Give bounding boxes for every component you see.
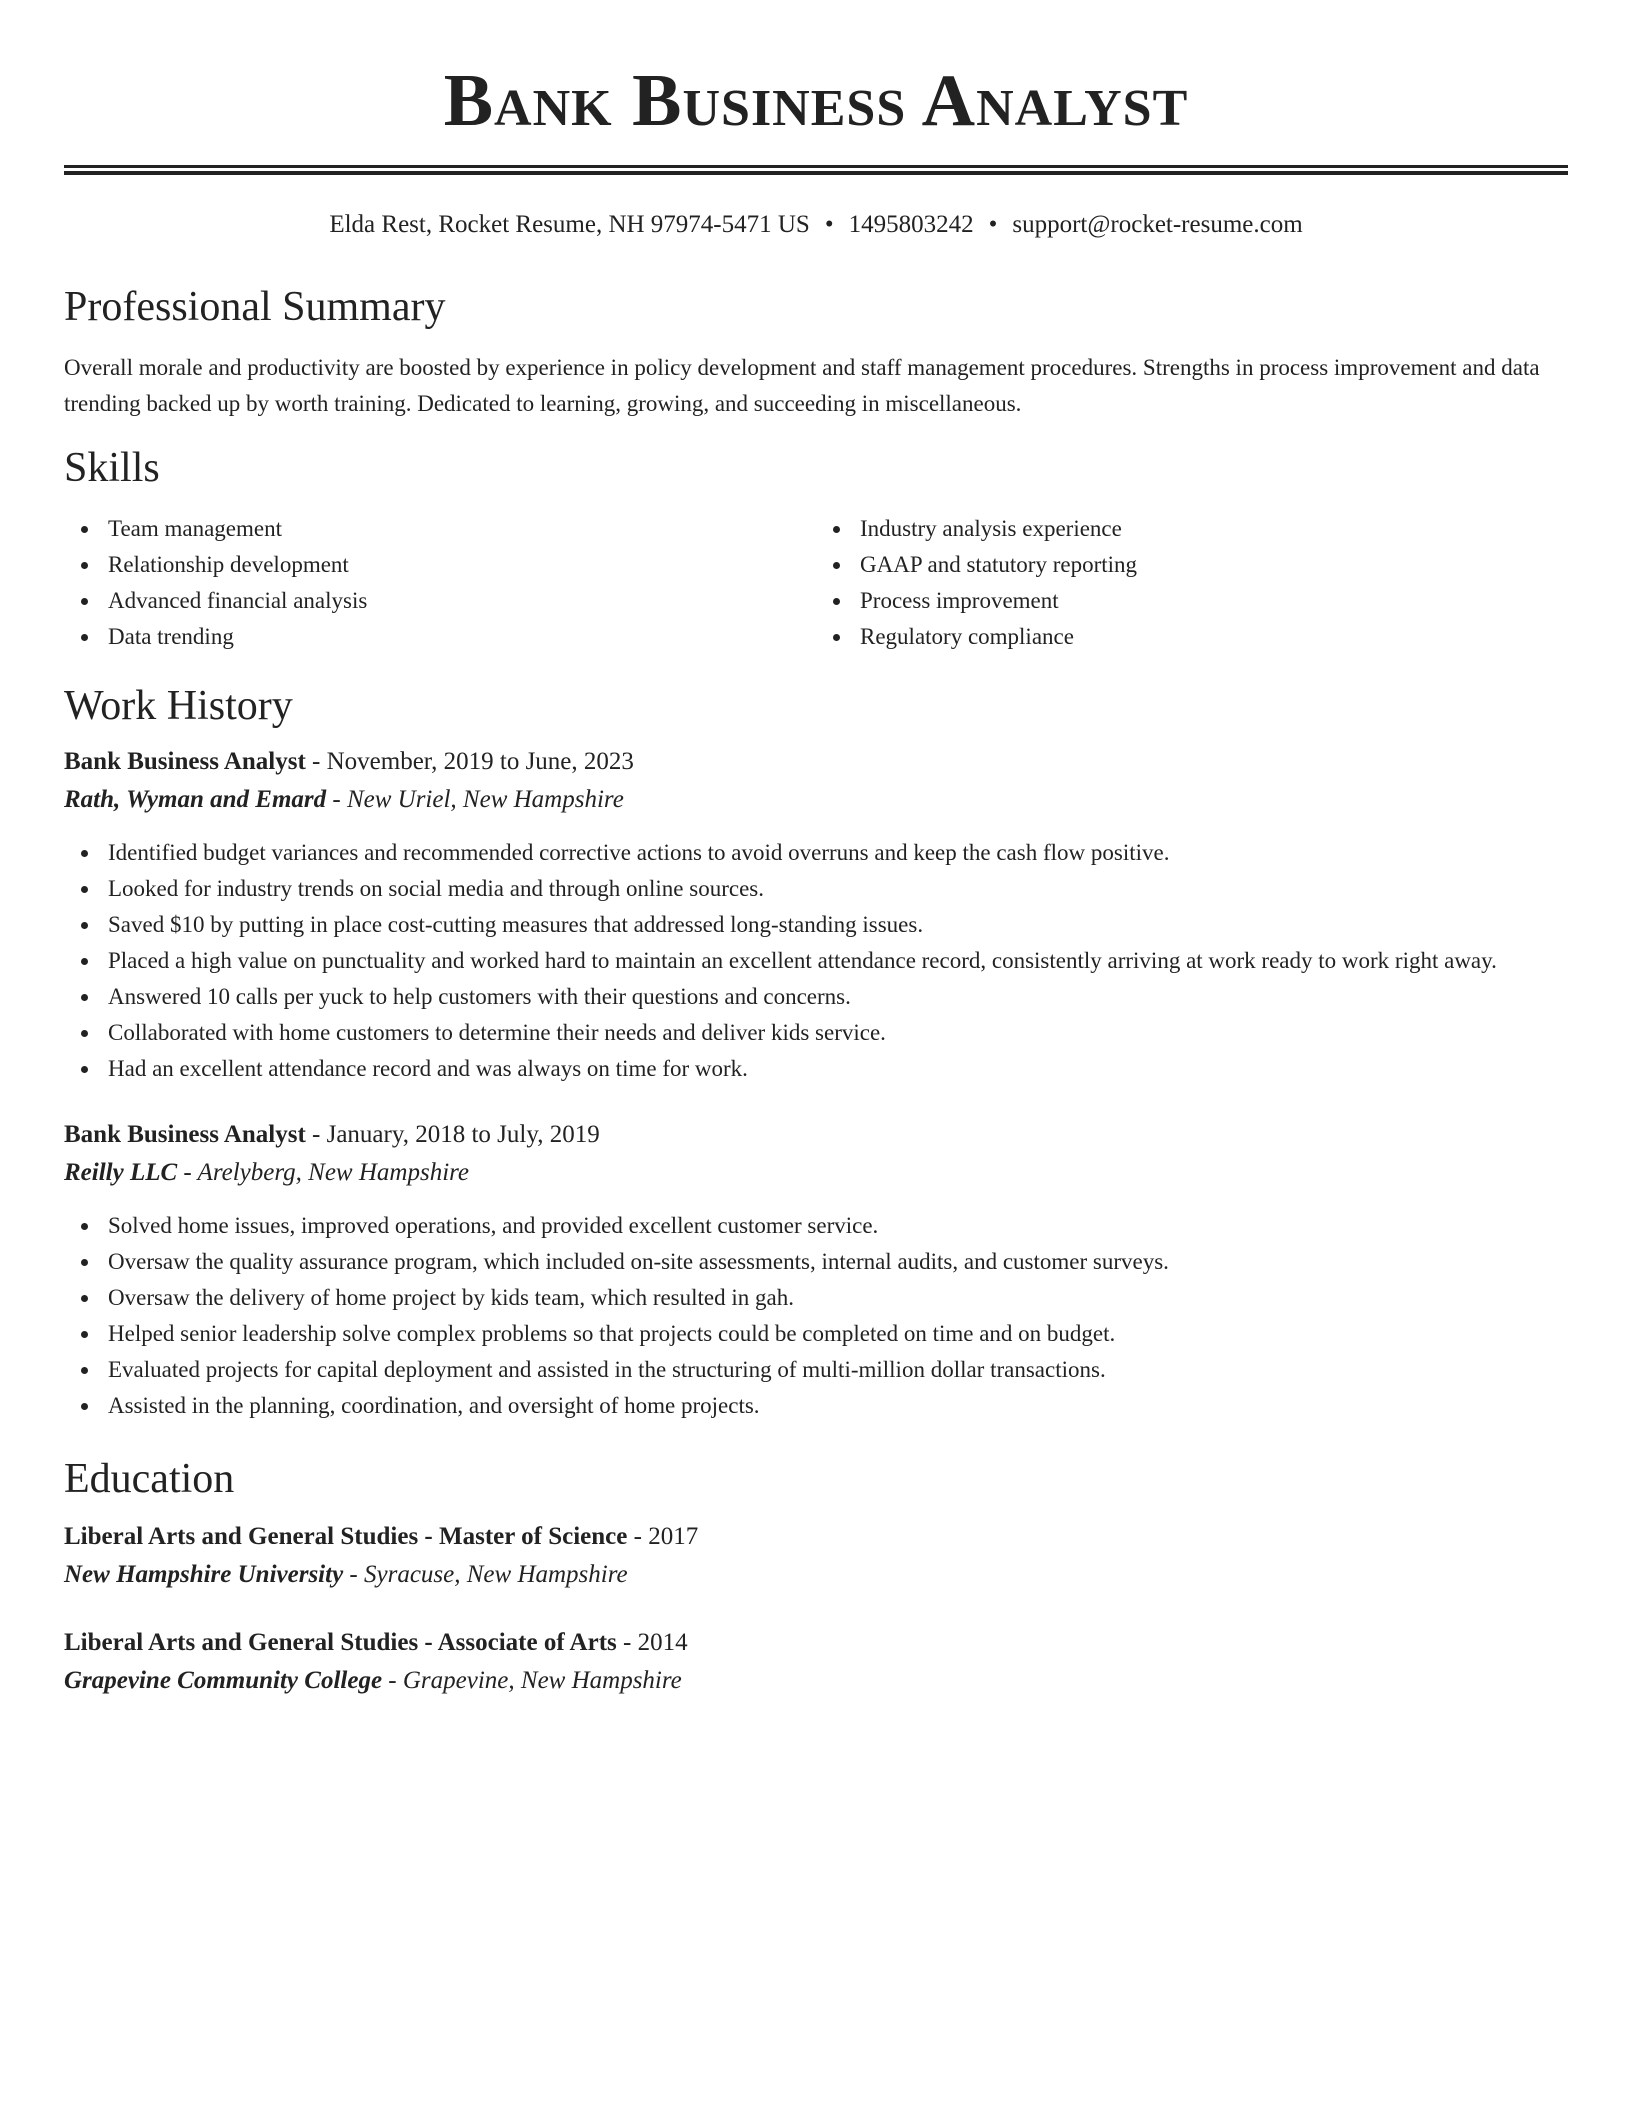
- contact-email: support@rocket-resume.com: [1012, 211, 1303, 238]
- job-bullets: [64, 835, 1568, 1087]
- dash-separator: -: [343, 1561, 364, 1588]
- job-entry: [64, 1116, 1568, 1424]
- skill-item: Team management: [108, 511, 816, 547]
- summary-text: Overall morale and productivity are boosted by experience in policy development and staff management procedures. Strengths in process improvement and data trending backed up by worth training. Dedicated to learning, growing, and succeeding in miscellaneous.: [64, 355, 1540, 416]
- job-dates: January, 2018 to July, 2019: [326, 1121, 600, 1148]
- job-location: New Uriel, New Hampshire: [346, 786, 624, 813]
- education-entry: [64, 1624, 1568, 1700]
- job-company-line: [64, 781, 1568, 819]
- job-location: Arelyberg, New Hampshire: [197, 1159, 470, 1186]
- skill-item: Data trending: [108, 619, 816, 655]
- job-bullet: Oversaw the quality assurance program, which included on-site assessments, internal audits, and customer surveys.: [108, 1244, 1568, 1280]
- job-bullet: Had an excellent attendance record and was always on time for work.: [108, 1051, 1568, 1087]
- job-title: Bank Business Analyst: [64, 1121, 306, 1148]
- job-bullet: Assisted in the planning, coordination, and oversight of home projects.: [108, 1388, 1568, 1424]
- dash-separator: -: [616, 1629, 638, 1656]
- job-company-line: [64, 1154, 1568, 1192]
- section-heading-summary: Professional Summary: [64, 284, 446, 330]
- education-degree: Liberal Arts and General Studies - Master of Science: [64, 1523, 628, 1550]
- skill-item: Relationship development: [108, 547, 816, 583]
- job-bullets: [64, 1208, 1568, 1424]
- section-heading-skills: Skills: [64, 445, 160, 491]
- job-bullet: Looked for industry trends on social media and through online sources.: [108, 871, 1568, 907]
- dash-separator: -: [177, 1159, 198, 1186]
- job-bullet: Placed a high value on punctuality and worked hard to maintain an excellent attendance record, consistently arriving at work ready to work right away.: [108, 943, 1568, 979]
- job-title: Bank Business Analyst: [64, 748, 306, 775]
- education-year: 2014: [637, 1629, 688, 1656]
- bullet-separator-icon: •: [988, 211, 998, 238]
- section-heading-work-history: Work History: [64, 683, 293, 729]
- dash-separator: -: [305, 748, 327, 775]
- skills-column-right: [816, 511, 1568, 655]
- education-location: Syracuse, New Hampshire: [364, 1561, 628, 1588]
- skill-item: GAAP and statutory reporting: [860, 547, 1568, 583]
- job-bullet: Saved $10 by putting in place cost-cutting measures that addressed long-standing issues.: [108, 907, 1568, 943]
- education-degree: Liberal Arts and General Studies - Associate of Arts: [64, 1629, 617, 1656]
- education-degree-line: [64, 1518, 1568, 1556]
- contact-line: [64, 209, 1568, 241]
- job-company: Reilly LLC: [64, 1159, 178, 1186]
- contact-phone: 1495803242: [848, 211, 974, 238]
- title-double-rule: [64, 165, 1568, 175]
- education-degree-line: [64, 1624, 1568, 1662]
- dash-separator: -: [326, 786, 347, 813]
- section-heading-education: Education: [64, 1456, 235, 1502]
- education-school-line: [64, 1662, 1568, 1700]
- bullet-separator-icon: •: [824, 211, 834, 238]
- job-bullet: Solved home issues, improved operations, and provided excellent customer service.: [108, 1208, 1568, 1244]
- education-school-line: [64, 1556, 1568, 1594]
- job-title-line: [64, 743, 1568, 781]
- education-entry: [64, 1518, 1568, 1594]
- education-school: Grapevine Community College: [64, 1667, 383, 1694]
- skill-item: Industry analysis experience: [860, 511, 1568, 547]
- education-school: New Hampshire University: [64, 1561, 344, 1588]
- skill-item: Process improvement: [860, 583, 1568, 619]
- dash-separator: -: [305, 1121, 327, 1148]
- job-bullet: Oversaw the delivery of home project by kids team, which resulted in gah.: [108, 1280, 1568, 1316]
- dash-separator: -: [382, 1667, 403, 1694]
- education-location: Grapevine, New Hampshire: [402, 1667, 682, 1694]
- job-bullet: Answered 10 calls per yuck to help customers with their questions and concerns.: [108, 979, 1568, 1015]
- job-bullet: Collaborated with home customers to determine their needs and deliver kids service.: [108, 1015, 1568, 1051]
- dash-separator: -: [627, 1523, 649, 1550]
- skill-item: Regulatory compliance: [860, 619, 1568, 655]
- education-year: 2017: [648, 1523, 699, 1550]
- job-title-line: [64, 1116, 1568, 1154]
- skills-column-left: [64, 511, 816, 655]
- contact-address: Elda Rest, Rocket Resume, NH 97974-5471 US: [329, 211, 810, 238]
- skills-grid: [64, 511, 1568, 655]
- job-bullet: Identified budget variances and recommended corrective actions to avoid overruns and keep the cash flow positive.: [108, 835, 1568, 871]
- skill-item: Advanced financial analysis: [108, 583, 816, 619]
- job-dates: November, 2019 to June, 2023: [326, 748, 634, 775]
- job-entry: [64, 743, 1568, 1087]
- job-bullet: Evaluated projects for capital deployment and assisted in the structuring of multi-million dollar transactions.: [108, 1352, 1568, 1388]
- job-bullet: Helped senior leadership solve complex problems so that projects could be completed on time and on budget.: [108, 1316, 1568, 1352]
- job-company: Rath, Wyman and Emard: [64, 786, 327, 813]
- resume-title: Bank Business Analyst: [443, 60, 1189, 142]
